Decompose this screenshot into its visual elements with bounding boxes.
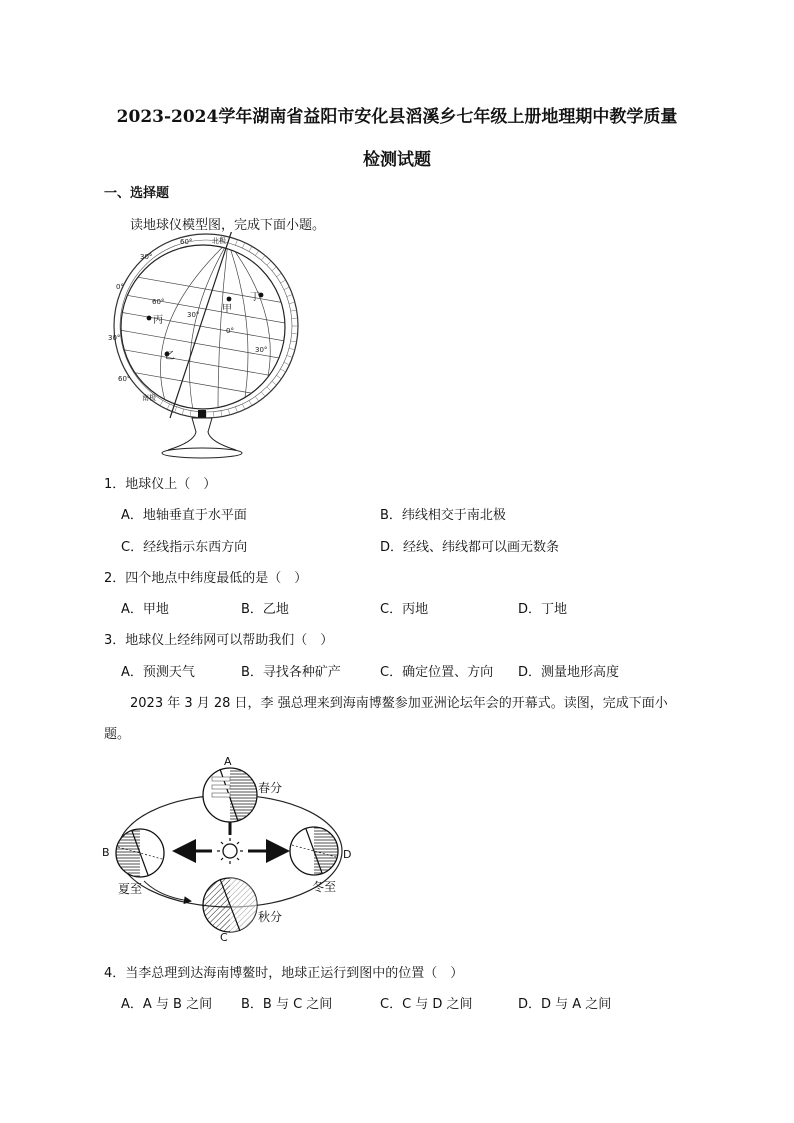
globe-point-yi: 乙 bbox=[165, 351, 175, 362]
q4-option-d[interactable]: D．D 与 A 之间 bbox=[518, 997, 612, 1012]
globe-label-south-pole: 南极 bbox=[142, 394, 156, 402]
globe-label-30-right: 30° bbox=[255, 346, 268, 354]
q1-stem: 1．地球仪上（ ） bbox=[104, 477, 217, 492]
q1-option-b[interactable]: B．纬线相交于南北极 bbox=[380, 508, 506, 523]
globe-figure bbox=[108, 232, 308, 462]
orbit-label-summer: 夏至 bbox=[118, 882, 143, 896]
q2-option-c[interactable]: C．丙地 bbox=[380, 602, 429, 617]
page-title-line1: 2023-2024学年湖南省益阳市安化县滔溪乡七年级上册地理期中教学质量 bbox=[116, 107, 678, 127]
q2-stem: 2．四个地点中纬度最低的是（ ） bbox=[104, 571, 308, 586]
intro-text-2-line1: 2023 年 3 月 28 日，李 强总理来到海南博鳌参加亚洲论坛年会的开幕式。读图，完成下面小 bbox=[130, 696, 668, 711]
globe-label-0-inner: 0° bbox=[226, 327, 234, 335]
orbit-label-autumn: 秋分 bbox=[258, 910, 283, 924]
q2-option-d[interactable]: D．丁地 bbox=[518, 602, 568, 617]
orbit-figure bbox=[100, 755, 360, 947]
orbit-label-winter: 冬至 bbox=[312, 880, 337, 894]
orbit-label-b: B bbox=[102, 846, 110, 859]
orbit-label-d: D bbox=[343, 848, 352, 861]
q4-option-a[interactable]: A．A 与 B 之间 bbox=[121, 997, 213, 1012]
page-title-line2: 检测试题 bbox=[363, 150, 431, 170]
intro-text-2-line2: 题。 bbox=[104, 727, 131, 742]
q1-option-d[interactable]: D．经线、纬线都可以画无数条 bbox=[380, 540, 560, 555]
q1-option-c[interactable]: C．经线指示东西方向 bbox=[121, 540, 248, 555]
q3-option-a[interactable]: A．预测天气 bbox=[121, 665, 195, 680]
globe-point-jia: 甲 bbox=[222, 304, 232, 315]
globe-label-30n: 30° bbox=[140, 253, 153, 261]
globe-point-bing: 丙 bbox=[153, 315, 163, 326]
orbit-label-spring: 春分 bbox=[258, 781, 283, 795]
q3-option-c[interactable]: C．确定位置、方向 bbox=[380, 665, 494, 680]
globe-point-ding: 丁 bbox=[250, 292, 260, 303]
globe-label-30s: 30° bbox=[108, 334, 121, 342]
q3-option-b[interactable]: B．寻找各种矿产 bbox=[241, 665, 341, 680]
q4-option-b[interactable]: B．B 与 C 之间 bbox=[241, 997, 333, 1012]
intro-text-1: 读地球仪模型图，完成下面小题。 bbox=[130, 218, 326, 233]
globe-label-north-pole: 北极 bbox=[212, 237, 226, 245]
globe-label-0: 0° bbox=[116, 283, 124, 291]
q2-option-a[interactable]: A．甲地 bbox=[121, 602, 169, 617]
section-heading: 一、选择题 bbox=[104, 186, 170, 201]
globe-label-60s: 60° bbox=[118, 375, 131, 383]
globe-label-30-inner: 30° bbox=[187, 311, 200, 319]
q1-option-a[interactable]: A．地轴垂直于水平面 bbox=[121, 508, 247, 523]
globe-label-60top: 60° bbox=[180, 238, 193, 246]
q2-option-b[interactable]: B．乙地 bbox=[241, 602, 289, 617]
q3-stem: 3．地球仪上经纬网可以帮助我们（ ） bbox=[104, 633, 334, 648]
globe-label-60-inner: 60° bbox=[152, 298, 165, 306]
q3-option-d[interactable]: D．测量地形高度 bbox=[518, 665, 620, 680]
orbit-label-a: A bbox=[224, 755, 232, 768]
orbit-label-c: C bbox=[220, 931, 228, 944]
q4-option-c[interactable]: C．C 与 D 之间 bbox=[380, 997, 473, 1012]
q4-stem: 4．当李总理到达海南博鳌时，地球正运行到图中的位置（ ） bbox=[104, 966, 464, 981]
